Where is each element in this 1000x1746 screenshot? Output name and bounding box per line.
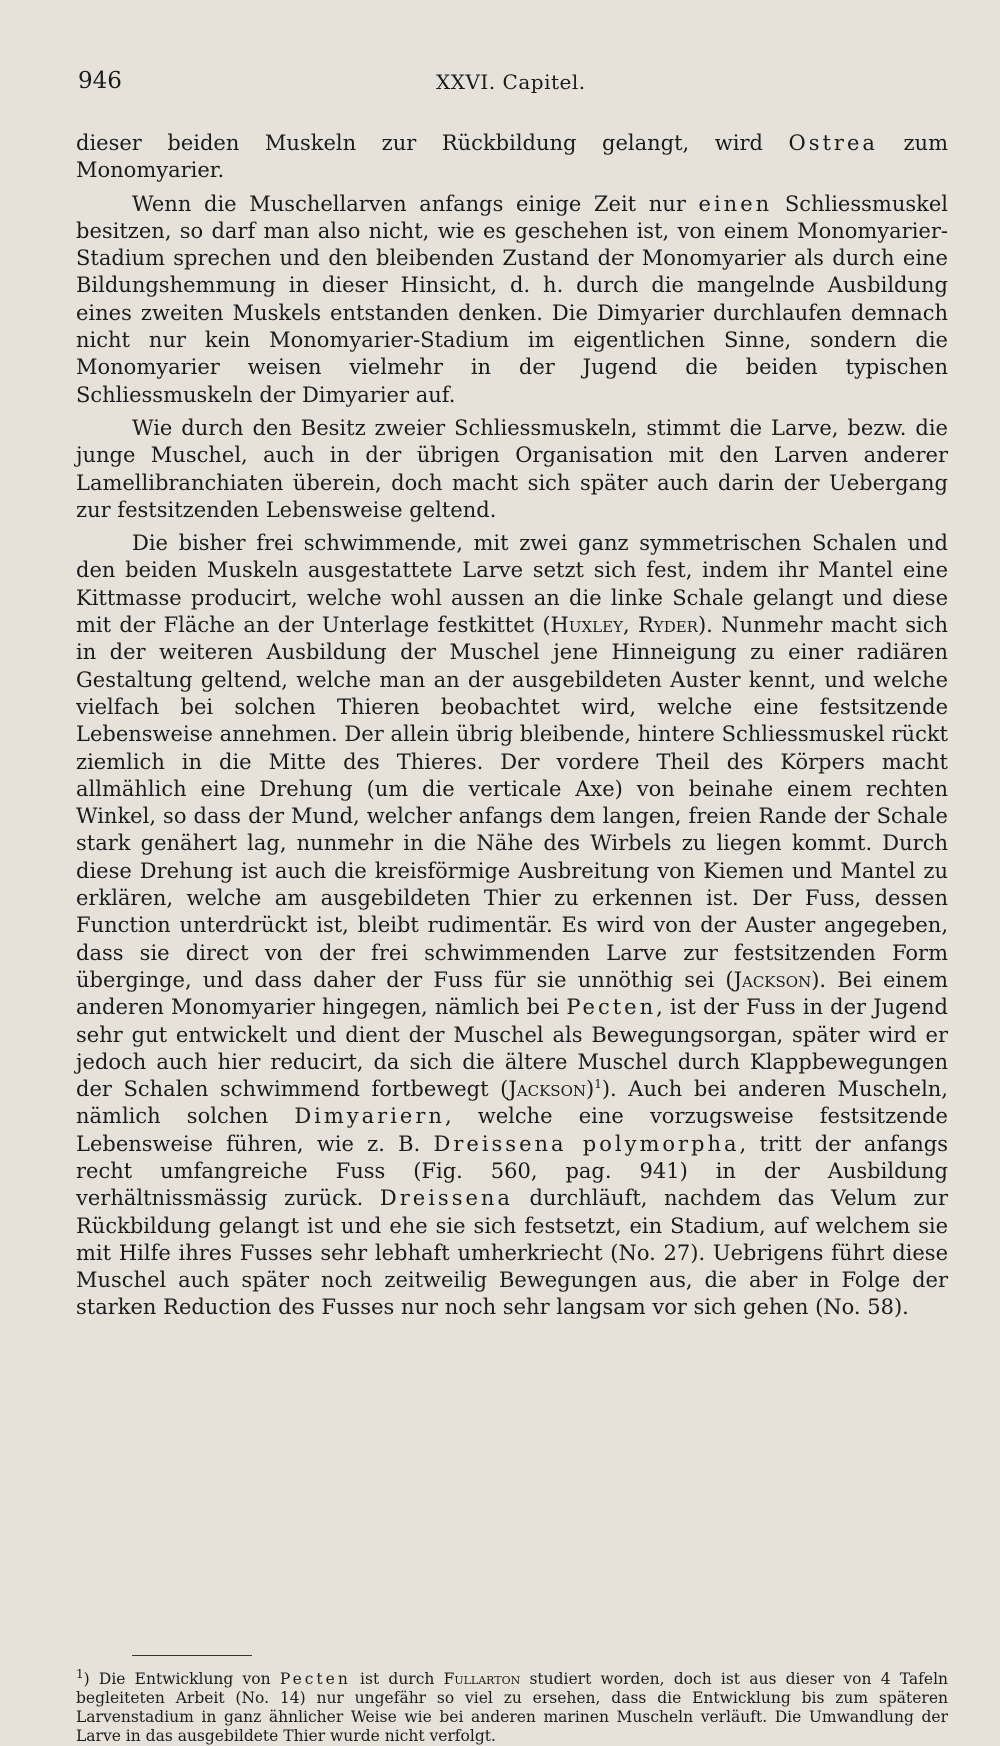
text-run: , ist der Fuss in der Jugend sehr gut entwickelt und dient der Muschel als Bewegungsorgan, später wird er jedoch auch hier reducirt, da sich die ältere Muschel durch Klappbewegungen der Schalen schwimmend fortbewegt ( (76, 995, 949, 1102)
page-header (78, 68, 960, 108)
page-number: 946 (78, 68, 122, 94)
text-run: dieser beiden Muskeln zur Rückbildung gelangt, wird (76, 131, 789, 155)
footnote-rule (132, 1655, 252, 1656)
paragraph (76, 130, 948, 185)
author-name: Huxley (550, 613, 623, 638)
text-run: studiert worden, doch ist aus dieser von 4 Tafeln begleiteten Arbeit (No. 14) nur ungefähr so viel zu ersehen, dass die Entwicklung bis zum späteren Larvenstadium in ganz ähnlicher Weise wie bei anderen marinen Muscheln verläuft. Die Umwandlung der Larve in das ausgebildete Thier wurde nicht verfolgt. (76, 1670, 949, 1745)
author-name: Fullarton (443, 1670, 521, 1688)
spaced-term: Pecten (566, 995, 657, 1020)
body-text (76, 130, 948, 1322)
text-run: ) Die Entwicklung von (83, 1670, 280, 1688)
footnote (76, 1666, 949, 1746)
spaced-term: Dreissena polymorpha (433, 1131, 740, 1156)
text-run: zum Monomyarier. (76, 131, 948, 183)
paragraph (76, 530, 948, 1322)
text-run: Wie durch den Besitz zweier Schliessmuskeln, stimmt die Larve, bezw. die junge Muschel, auch in der übrigen Organisation mit den Larven anderer Lamellibranchiaten überein, doch macht sich später auch darin der Uebergang zur festsitzenden Lebensweise geltend. (76, 415, 948, 522)
paragraph (76, 415, 948, 524)
text-run: Schliessmuskel besitzen, so darf man also nicht, wie es geschehen ist, von einem Monomyarier-Stadium sprechen und den bleibenden Zustand der Monomyarier als durch eine Bildungshemmung in dieser Hinsicht, d. h. durch die mangelnde Ausbildung eines zweiten Muskels entstanden denken. Die Dimyarier durchlaufen demnach nicht nur kein Monomyarier-Stadium im eigentlichen Sinne, sondern die Monomyarier weisen vielmehr in der Jugend die beiden typischen Schliessmuskeln der Dimyarier auf. (76, 191, 948, 407)
spaced-term: Ostrea (788, 131, 878, 155)
text-run: ). Bei einem anderen Monomyarier hingegen, nämlich bei (76, 967, 948, 1020)
text-run: , tritt der anfangs recht umfangreiche Fuss (Fig. 560, pag. 941) in der Ausbildung verhältnissmässig zurück. (76, 1131, 948, 1211)
footnote-marker: 1 (76, 1666, 84, 1681)
text-run: , welche eine vorzugsweise festsitzende Lebensweise führen, wie z. B. (76, 1104, 948, 1156)
text-run: ). Auch bei anderen Muscheln, nämlich solchen (76, 1077, 948, 1129)
spaced-term: Pecten (279, 1670, 351, 1688)
text-run: , (623, 613, 638, 638)
author-name: Jackson (508, 1077, 586, 1102)
text-run: ). Nunmehr macht sich in der weiteren Ausbildung der Muschel jene Hinneigung zu einer radiären Gestaltung geltend, welche man an der ausgebildeten Auster kennt, und welche vielfach bei solchen Thieren beobachtet wird, welche eine festsitzende Lebensweise annehmen. Der allein übrig bleibende, hintere Schliessmuskel rückt ziemlich in die Mitte des Thieres. Der vordere Theil des Körpers macht allmählich eine Drehung (um die verticale Axe) von beinahe einem rechten Winkel, so dass der Mund, welcher anfangs dem langen, freien Rande der Schale stark genähert lag, nunmehr in die Nähe des Wirbels zu liegen kommt. Durch diese Drehung ist auch die kreisförmige Ausbreitung von Kiemen und Mantel zu erklären, welche am ausgebildeten Thier zu erkennen ist. Der Fuss, dessen Function unterdrückt ist, bleibt rudimentär. Es wird von der Auster angegeben, dass sie direct von der frei schwimmenden Larve zur festsitzenden Form überginge, und dass daher der Fuss für sie unnöthig sei ( (76, 613, 948, 992)
text-run: durchläuft, nachdem das Velum zur Rückbildung gelangt ist und ehe sie sich festsetzt, ein Stadium, auf welchem sie mit Hilfe ihres Fusses sehr lebhaft umherkriecht (No. 27). Uebrigens führt diese Muschel auch später noch zeitweilig Bewegungen aus, die aber in Folge der starken Reduction des Fusses nur noch sehr langsam vor sich gehen (No. 58). (76, 1186, 948, 1320)
text-run: Die bisher frei schwimmende, mit zwei ganz symmetrischen Schalen und den beiden Muskeln ausgestattete Larve setzt sich fest, indem ihr Mantel eine Kittmasse producirt, welche wohl aussen an die linke Schale gelangt und diese mit der Fläche an der Unterlage festkittet ( (76, 531, 948, 638)
author-name: Jackson (733, 967, 812, 992)
spaced-term: Dreissena (379, 1186, 513, 1211)
footnote-marker: 1 (594, 1077, 602, 1092)
author-name: Ryder (637, 613, 698, 638)
text-run: ) (586, 1077, 595, 1102)
spaced-term: einen (698, 191, 773, 216)
text-run: Wenn die Muschellarven anfangs einige Zeit nur (132, 191, 699, 216)
spaced-term: Dimyariern (294, 1104, 445, 1129)
chapter-title: XXVI. Capitel. (436, 70, 586, 94)
text-run: ist durch (350, 1670, 444, 1688)
paragraph (76, 191, 948, 409)
